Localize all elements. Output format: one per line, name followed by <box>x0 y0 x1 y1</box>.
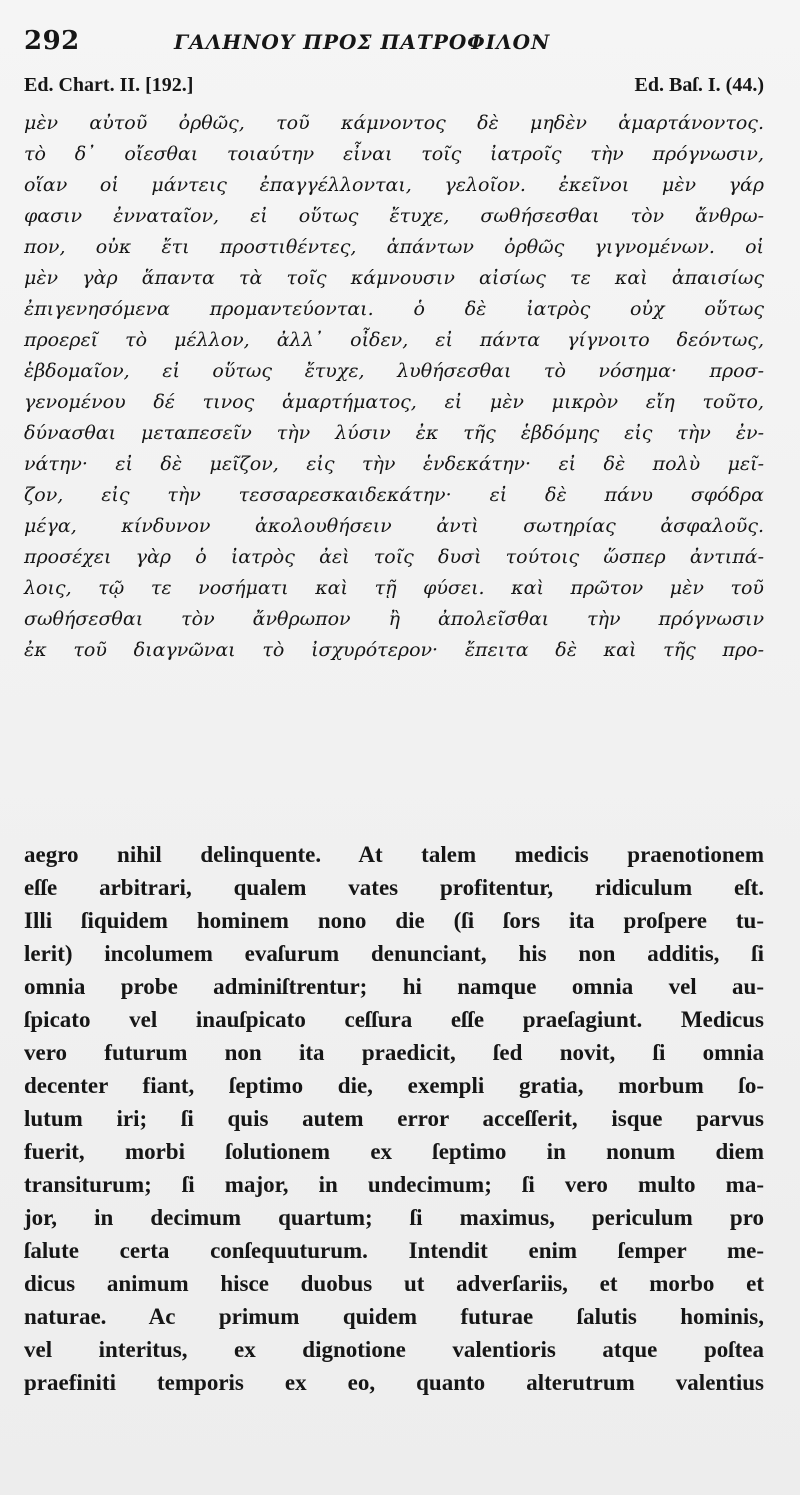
greek-line: ἐκ τοῦ διαγνῶναι τὸ ἰσχυρότερον· ἔπειτα δὲ καὶ τῆς προ- <box>24 639 764 661</box>
latin-line: omnia probe adminiſtrentur; hi namque omnia vel au- <box>24 974 764 999</box>
greek-line: ἐπιγενησόμενα προμαντεύονται. ὁ δὲ ἰατρὸς οὐχ οὕτως <box>24 298 764 320</box>
greek-line: δύνασθαι μεταπεσεῖν τὴν λύσιν ἐκ τῆς ἑβδόμης εἰς τὴν ἐν- <box>24 422 764 444</box>
latin-line: ſpicato vel inauſpicato ceſſura eſſe praeſagiunt. Medicus <box>24 1007 764 1032</box>
greek-line: μὲν γὰρ ἅπαντα τὰ τοῖς κάμνουσιν αἰσίως τε καὶ ἀπαισίως <box>24 267 764 289</box>
latin-line: vel interitus, ex dignotione valentioris atque poſtea <box>24 1337 764 1362</box>
latin-line: aegro nihil delinquente. At talem medicis praenotionem <box>24 842 764 867</box>
greek-line: σωθήσεσθαι τὸν ἄνθρωπον ἢ ἀπολεῖσθαι τὴν πρόγνωσιν <box>24 608 764 630</box>
latin-line: eſſe arbitrari, qualem vates profitentur, ridiculum eſt. <box>24 875 764 900</box>
latin-text <box>24 838 764 1399</box>
greek-line: ζον, εἰς τὴν τεσσαρεσκαιδεκάτην· εἰ δὲ πάνυ σφόδρα <box>24 484 764 506</box>
greek-line: φασιν ἐνναταῖον, εἰ οὕτως ἔτυχε, σωθήσεσθαι τὸν ἄνθρω- <box>24 205 764 227</box>
edition-ref-chartier: Ed. Chart. II. [192.] <box>24 74 194 96</box>
greek-line: πον, οὐκ ἔτι προστιθέντες, ἁπάντων ὀρθῶς γιγνομένων. οἱ <box>24 236 764 258</box>
greek-line: προσέχει γὰρ ὁ ἰατρὸς ἀεὶ τοῖς δυσὶ τούτοις ὥσπερ ἀντιπά- <box>24 546 764 568</box>
latin-line: dicus animum hisce duobus ut adverſariis, et morbo et <box>24 1271 764 1296</box>
running-title: ΓΑΛΗΝΟΥ ΠΡΟΣ ΠΑΤΡΟΦΙΛΟΝ <box>174 30 551 54</box>
running-head <box>24 26 764 66</box>
latin-line: vero futurum non ita praedicit, ſed novit, ſi omnia <box>24 1040 764 1065</box>
greek-line: γενομένου δέ τινος ἁμαρτήματος, εἰ μὲν μικρὸν εἴη τοῦτο, <box>24 391 764 413</box>
page-number: 292 <box>24 26 80 56</box>
greek-line: προερεῖ τὸ μέλλον, ἀλλ᾽ οἶδεν, εἰ πάντα γίγνοιτο δεόντως, <box>24 329 764 351</box>
latin-line: Illi ſiquidem hominem nono die (ſi ſors ita proſpere tu- <box>24 908 764 933</box>
greek-line: τὸ δ᾽ οἴεσθαι τοιαύτην εἶναι τοῖς ἰατροῖς τὴν πρόγνωσιν, <box>24 143 764 165</box>
edition-ref-basel: Ed. Baſ. I. (44.) <box>634 74 764 96</box>
greek-line: μέγα, κίνδυνον ἀκολουθήσειν ἀντὶ σωτηρίας ἀσφαλοῦς. <box>24 515 764 537</box>
latin-line: decenter fiant, ſeptimo die, exempli gratia, morbum ſo- <box>24 1073 764 1098</box>
latin-line: ſalute certa conſequuturum. Intendit enim ſemper me- <box>24 1238 764 1263</box>
greek-line: οἵαν οἱ μάντεις ἐπαγγέλλονται, γελοῖον. ἐκεῖνοι μὲν γάρ <box>24 174 764 196</box>
greek-line: μὲν αὐτοῦ ὀρθῶς, τοῦ κάμνοντος δὲ μηδὲν ἁμαρτάνοντος. <box>24 112 764 134</box>
greek-line: λοις, τῷ τε νοσήματι καὶ τῇ φύσει. καὶ πρῶτον μὲν τοῦ <box>24 577 764 599</box>
edition-references <box>24 74 764 102</box>
latin-line: lerit) incolumem evaſurum denunciant, his non additis, ſi <box>24 941 764 966</box>
latin-line: jor, in decimum quartum; ſi maximus, periculum pro <box>24 1205 764 1230</box>
latin-line: transiturum; ſi major, in undecimum; ſi vero multo ma- <box>24 1172 764 1197</box>
latin-line: fuerit, morbi ſolutionem ex ſeptimo in nonum diem <box>24 1139 764 1164</box>
greek-line: ἑβδομαῖον, εἰ οὕτως ἔτυχε, λυθήσεσθαι τὸ νόσημα· προσ- <box>24 360 764 382</box>
latin-line: lutum iri; ſi quis autem error acceſſerit, isque parvus <box>24 1106 764 1131</box>
greek-text <box>24 108 764 666</box>
greek-line: νάτην· εἰ δὲ μεῖζον, εἰς τὴν ἑνδεκάτην· εἰ δὲ πολὺ μεῖ- <box>24 453 764 475</box>
latin-line: naturae. Ac primum quidem futurae ſalutis hominis, <box>24 1304 764 1329</box>
latin-line: praefiniti temporis ex eo, quanto alterutrum valentius <box>24 1370 764 1395</box>
